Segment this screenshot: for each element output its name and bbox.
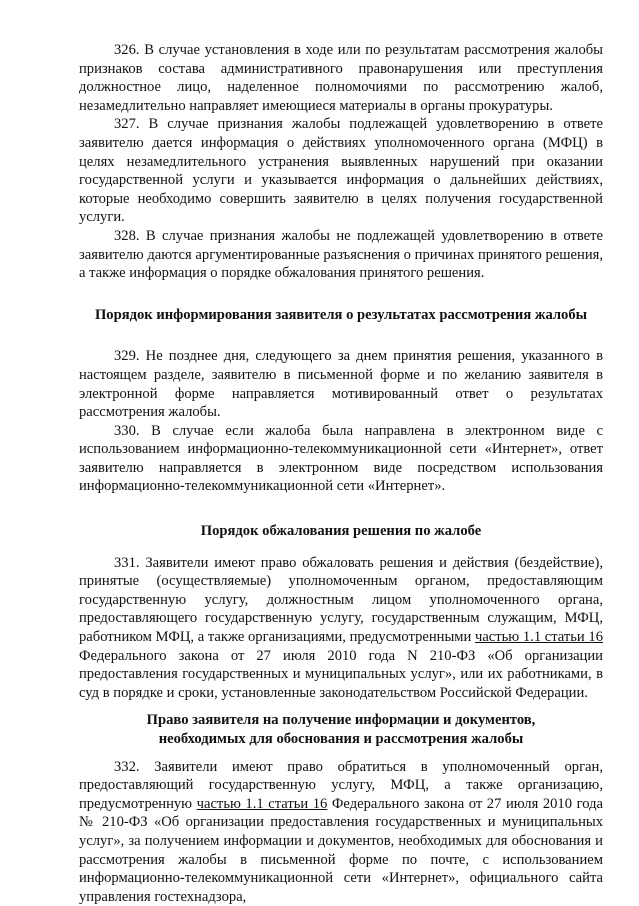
paragraph-329: 329. Не позднее дня, следующего за днем принятия решения, указанного в настоящем разделе, заявителю в письменной форме и по желанию заявителя в электронной форме направляется мотивированный ответ о результатах рассмотрения жалобы. — [79, 348, 603, 421]
heading-right-to-information — [79, 711, 603, 748]
paragraph-327: 327. В случае признания жалобы подлежащей удовлетворению в ответе заявителю дается информация о действиях уполномоченного органа (МФЦ) в целях незамедлительного устранения выявленных нарушений при оказании государственной услуги и указывается информация о дальнейших действиях, которые необходимо совершить заявителю в целях получения государственной услуги. — [79, 116, 603, 226]
paragraph-332-text-start: 332. Заявители имеют право обратиться в уполномоченный орган, предоставляющий государственную услугу, МФЦ, а также организацию, предусмотренную — [79, 758, 603, 812]
paragraph-331 — [79, 554, 603, 703]
paragraph-331-text-start: 331. Заявители имеют право обжаловать решения и действия (бездействие), принятые (осуществляемые) уполномоченным органом, предоставляющим государственную услугу, должностным лицом уполномоченного органа, предоставляющего государственную услугу, государственным служащим, МФЦ, работником МФЦ, а также организациями, предусмотренными — [79, 554, 603, 646]
paragraph-330: 330. В случае если жалоба была направлена в электронном виде с использованием информационно-телекоммуникационной сети «Интернет», ответ заявителю направляется в электронном виде посредством использования информационно-телекоммуникационной сети «Интернет». — [79, 422, 603, 495]
paragraph-331-text-end: Федерального закона от 27 июля 2010 года N 210-ФЗ «Об организации предоставления государственных и муниципальных услуг», или их работниками, в суд в порядке и сроки, установленные законодательством Российской Федерации. — [79, 647, 603, 701]
heading-appeal: Порядок обжалования решения по жалобе — [200, 523, 482, 540]
heading-informing: Порядок информирования заявителя о результатах рассмотрения жалобы — [94, 306, 588, 323]
paragraph-332 — [79, 758, 603, 906]
paragraph-328: 328. В случае признания жалобы не подлежащей удовлетворению в ответе заявителю даются аргументированные разъяснения о причинах принятого решения, а также информация о порядке обжалования принятого решения. — [79, 227, 603, 282]
law-reference-link[interactable]: частью 1.1 статьи 16 — [474, 629, 603, 646]
paragraph-332-text-end: Федерального закона от 27 июля 2010 года № 210-ФЗ «Об организации предоставления государственных и муниципальных услуг», за получением информации и документов, необходимых для обоснования и рассмотрения жалобы в письменной форме по почте, с использованием информационно-телекоммуникационной сети «Интернет», официального сайта управления гостехнадзора, — [79, 795, 603, 905]
heading-right-line-2: необходимых для обоснования и рассмотрения жалобы — [158, 731, 524, 747]
paragraph-326: 326. В случае установления в ходе или по результатам рассмотрения жалобы признаков состава административного правонарушения или преступления должностное лицо, наделенное полномочиями по рассмотрению жалоб, незамедлительно направляет имеющиеся материалы в органы прокуратуры. — [79, 42, 603, 114]
law-reference-link[interactable]: частью 1.1 статьи 16 — [196, 795, 328, 812]
document-body — [79, 41, 603, 906]
heading-right-line-1: Право заявителя на получение информации и документов, — [146, 712, 536, 729]
